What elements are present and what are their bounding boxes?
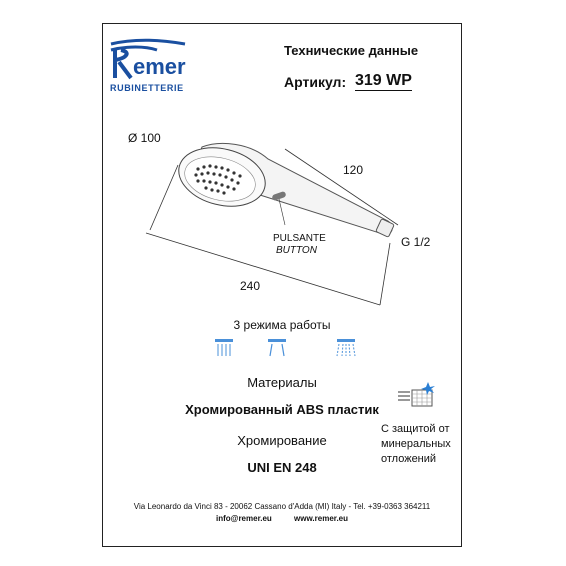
- protection-note: С защитой от минеральных отложений: [381, 423, 451, 465]
- logo-subtitle: RUBINETTERIE: [110, 83, 184, 93]
- materials-label: Материалы: [247, 375, 317, 390]
- thread-label: G 1/2: [401, 235, 431, 249]
- dimension-line-diameter-ext: [150, 165, 178, 230]
- footer-website[interactable]: www.remer.eu: [294, 514, 348, 523]
- rain-spray-icon: [213, 337, 235, 359]
- article-label: Артикул:: [284, 74, 347, 90]
- diameter-label: Ø 100: [128, 131, 161, 145]
- dimension-line-240: [146, 233, 380, 305]
- footer-contacts: [102, 514, 462, 523]
- massage-spray-icon: [335, 337, 357, 359]
- length-120-label: 120: [343, 163, 364, 177]
- page-title: Технические данные: [284, 43, 419, 58]
- remer-logo: [107, 38, 202, 84]
- anti-limescale-icon: [398, 380, 438, 410]
- shower-head-drawing: [140, 125, 440, 315]
- chrome-label: Хромирование: [237, 433, 327, 448]
- jet-spray-icon: [266, 337, 288, 359]
- length-240-label: 240: [240, 279, 261, 293]
- materials-value: Хромированный ABS пластик: [185, 402, 379, 417]
- chrome-value: UNI EN 248: [247, 460, 317, 475]
- logo-wordmark: emer: [133, 54, 186, 79]
- modes-label: 3 режима работы: [233, 318, 331, 332]
- button-label-it: PULSANTE: [273, 233, 326, 244]
- footer-address: Via Leonardo da Vinci 83 - 20062 Cassano d'Adda (MI) Italy - Tel. +39-0363 364211: [133, 502, 431, 511]
- footer-email[interactable]: info@remer.eu: [215, 514, 272, 523]
- article-value: 319 WP: [355, 72, 412, 89]
- button-label-en: BUTTON: [276, 245, 317, 256]
